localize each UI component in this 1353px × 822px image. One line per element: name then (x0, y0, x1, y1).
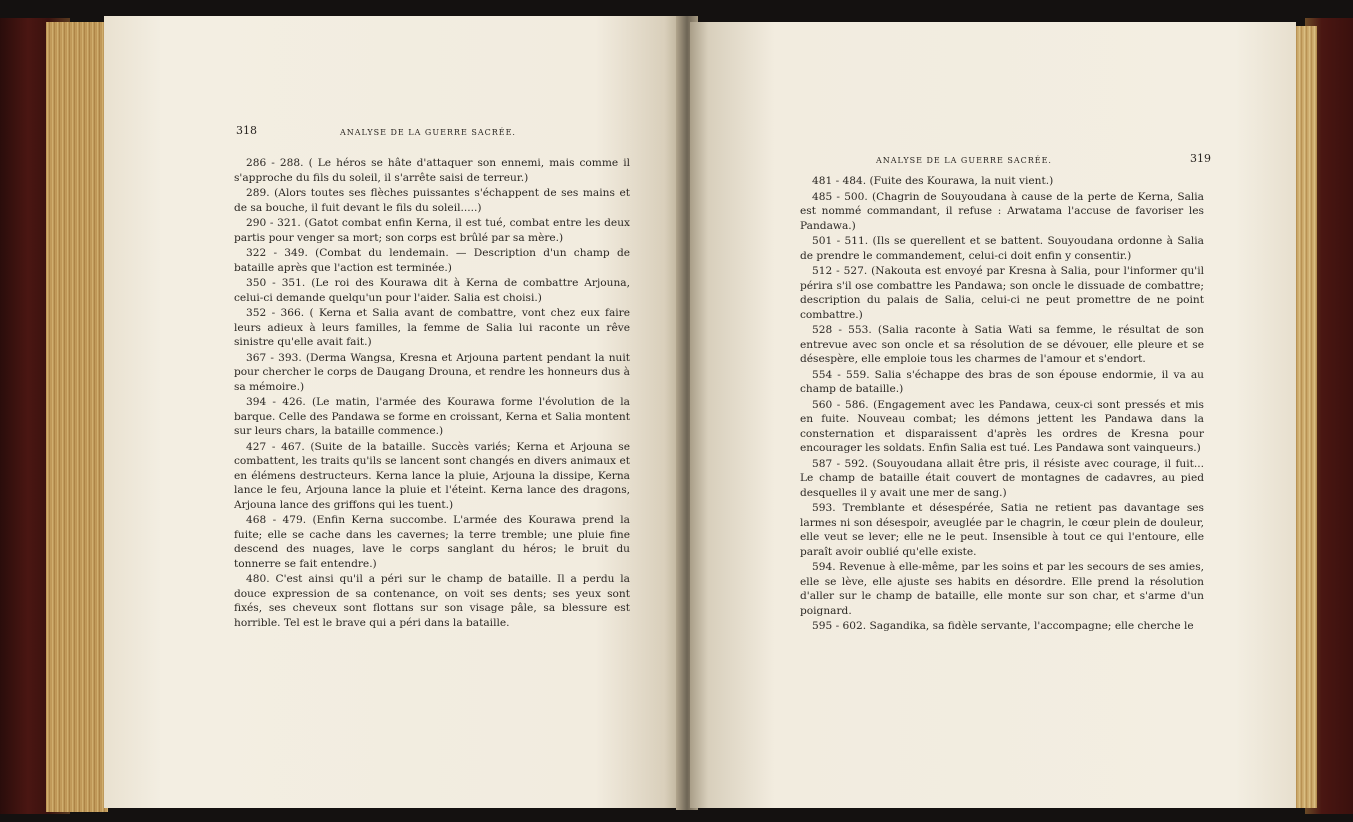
entry: 394 - 426. (Le matin, l'armée des Kourawa forme l'évolution de la barque. Celle des Pandawa se forme en croissant, Kerna et Salia montent sur leurs chars, la bataille commence.) (234, 396, 630, 437)
entry: 560 - 586. (Engagement avec les Pandawa, ceux-ci sont pressés et mis en fuite. Nouveau combat; les démons jettent les Pandawa dans la consternation et disparaissent d'après les ordres de Kresna pour encourager les soldats. Enfin Salia est tué. Les Pandawa sont vainqueurs.) (800, 398, 1204, 454)
entry: 595 - 602. Sagandika, sa fidèle servante, l'accompagne; elle cherche le (812, 620, 1194, 632)
running-header: ANALYSE DE LA GUERRE SACRÉE. (340, 128, 516, 137)
page-number: 319 (1190, 152, 1211, 165)
entry: 468 - 479. (Enfin Kerna succombe. L'armée des Kourawa prend la fuite; elle se cache dans les cavernes; la terre tremble; une pluie fine descend des nuages, lave le corps sanglant du héros; le bruit du tonnerre se fait entendre.) (234, 514, 630, 570)
page-number: 318 (236, 124, 257, 137)
page-edges-left (46, 22, 108, 812)
entry: 593. Tremblante et désespérée, Satia ne retient pas davantage ses larmes ni son désespoir, aveuglée par le chagrin, le cœur plein de douleur, elle veut se lever; elle ne le peut. Insensible à tout ce qui l'entoure, elle paraît avoir oublié qu'elle existe. (800, 502, 1204, 558)
entry: 501 - 511. (Ils se querellent et se battent. Souyoudana ordonne à Salia de prendre le commandement, celui-ci doit enfin y consentir.) (800, 235, 1204, 262)
entry: 322 - 349. (Combat du lendemain. — Description d'un champ de bataille après que l'action est terminée.) (234, 247, 630, 274)
right-page (690, 22, 1296, 808)
entry: 485 - 500. (Chagrin de Souyoudana à cause de la perte de Kerna, Salia est nommé commandant, il refuse : Arwatama l'accuse de favoriser les Pandawa.) (800, 190, 1204, 232)
entry: 587 - 592. (Souyoudana allait être pris, il résiste avec courage, il fuit... Le champ de bataille était couvert de montagnes de cadavres, au pied desquelles il y avait une mer de sang.) (800, 457, 1204, 499)
entry: 290 - 321. (Gatot combat enfin Kerna, il est tué, combat entre les deux partis pour venger sa mort; son corps est brûlé par sa mère.) (234, 217, 630, 244)
entry: 427 - 467. (Suite de la bataille. Succès variés; Kerna et Arjouna se combattent, les traits qu'ils se lancent sont changés en divers animaux et en élémens destructeurs. Kerna lance la pluie, Arjouna la dissipe, Kerna lance le feu, Arjouna lance la pluie et l'éteint. Kerna lance des dragons, Arjouna lance des griffons qui les tuent.) (234, 440, 630, 511)
entry: 350 - 351. (Le roi des Kourawa dit à Kerna de combattre Arjouna, celui-ci demande quelqu'un pour l'aider. Salia est choisi.) (234, 277, 630, 304)
entry: 528 - 553. (Salia raconte à Satia Wati sa femme, le résultat de son entrevue avec son oncle et sa résolution de se dévouer, elle pleure et se désespère, elle emploie tous les charmes de l'amour et s'endort. (800, 324, 1204, 365)
page-body (234, 156, 630, 631)
entry: 480. C'est ainsi qu'il a péri sur le champ de bataille. Il a perdu la douce expression de sa contenance, on voit ses dents; ses yeux sont fixés, ses cheveux sont flottans sur son visage pâle, sa blessure est horrible. Tel est le brave qui a péri dans la bataille. (234, 573, 630, 629)
left-page (104, 16, 682, 808)
entry: 367 - 393. (Derma Wangsa, Kresna et Arjouna partent pendant la nuit pour chercher le corps de Daugang Drouna, et rendre les honneurs dus à sa mémoire.) (234, 351, 630, 393)
entry: 481 - 484. (Fuite des Kourawa, la nuit vient.) (812, 175, 1054, 187)
entry: 286 - 288. ( Le héros se hâte d'attaquer son ennemi, mais comme il s'approche du fils du soleil, il s'arrête saisi de terreur.) (234, 157, 630, 184)
entry: 289. (Alors toutes ses flèches puissantes s'échappent de ses mains et de sa bouche, il fuit devant le fils du soleil.....) (234, 187, 630, 214)
page-body (800, 174, 1204, 635)
running-header: ANALYSE DE LA GUERRE SACRÉE. (876, 156, 1052, 165)
entry: 352 - 366. ( Kerna et Salia avant de combattre, vont chez eux faire leurs adieux à leurs familles, la femme de Salia lui raconte un rêve sinistre qu'elle avait fait.) (234, 307, 630, 348)
entry: 594. Revenue à elle-même, par les soins et par les secours de ses amies, elle se lève, elle ajuste ses habits en désordre. Elle prend la résolution d'aller sur le champ de bataille, elle monte sur son char, et s'arme d'un poignard. (800, 561, 1204, 617)
entry: 512 - 527. (Nakouta est envoyé par Kresna à Salia, pour l'informer qu'il périra s'il ose combattre les Pandawa; son oncle le dissuade de combattre; description du palais de Salia, celui-ci ne peut promettre de ne point combattre.) (800, 265, 1204, 321)
entry: 554 - 559. Salia s'échappe des bras de son épouse endormie, il va au champ de bataille.) (800, 368, 1204, 395)
